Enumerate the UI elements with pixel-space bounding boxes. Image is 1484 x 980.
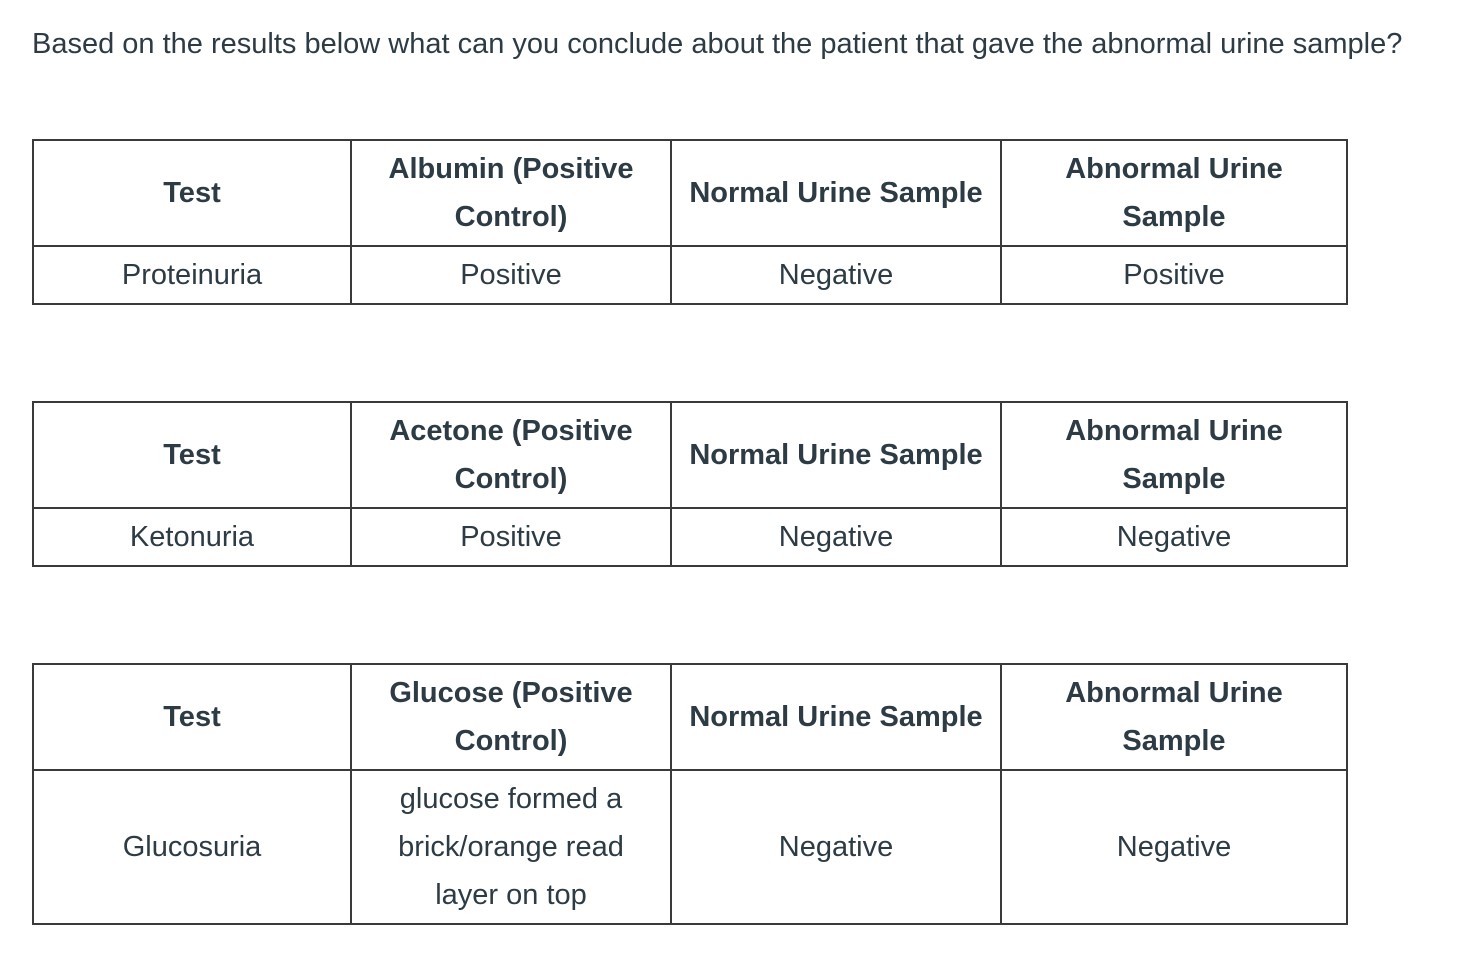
question-text: Based on the results below what can you conclude about the patient that gave the abnormal urine sample? [32,28,1403,60]
table-header-row [33,140,1347,246]
header-test: Test [33,664,351,770]
header-positive-control: Acetone (Positive Control) [351,402,671,508]
cell-normal-sample: Negative [671,246,1001,304]
table-row [33,508,1347,566]
cell-positive-control: Positive [351,246,671,304]
table-header-row [33,664,1347,770]
header-positive-control: Glucose (Positive Control) [351,664,671,770]
table-row [33,246,1347,304]
ketonuria-table [32,401,1348,567]
header-test: Test [33,402,351,508]
cell-abnormal-sample: Negative [1001,770,1347,924]
header-abnormal-sample: Abnormal Urine Sample [1001,664,1347,770]
table-header-row [33,402,1347,508]
header-abnormal-sample: Abnormal Urine Sample [1001,402,1347,508]
cell-normal-sample: Negative [671,508,1001,566]
cell-normal-sample: Negative [671,770,1001,924]
header-test: Test [33,140,351,246]
header-normal-sample: Normal Urine Sample [671,140,1001,246]
cell-abnormal-sample: Positive [1001,246,1347,304]
cell-abnormal-sample: Negative [1001,508,1347,566]
header-normal-sample: Normal Urine Sample [671,402,1001,508]
header-positive-control: Albumin (Positive Control) [351,140,671,246]
cell-test-name: Glucosuria [33,770,351,924]
table-row [33,770,1347,924]
cell-positive-control: Positive [351,508,671,566]
header-normal-sample: Normal Urine Sample [671,664,1001,770]
header-abnormal-sample: Abnormal Urine Sample [1001,140,1347,246]
glucosuria-table [32,663,1348,925]
cell-positive-control: glucose formed a brick/orange read layer on top [351,770,671,924]
proteinuria-table [32,139,1348,305]
cell-test-name: Proteinuria [33,246,351,304]
cell-test-name: Ketonuria [33,508,351,566]
